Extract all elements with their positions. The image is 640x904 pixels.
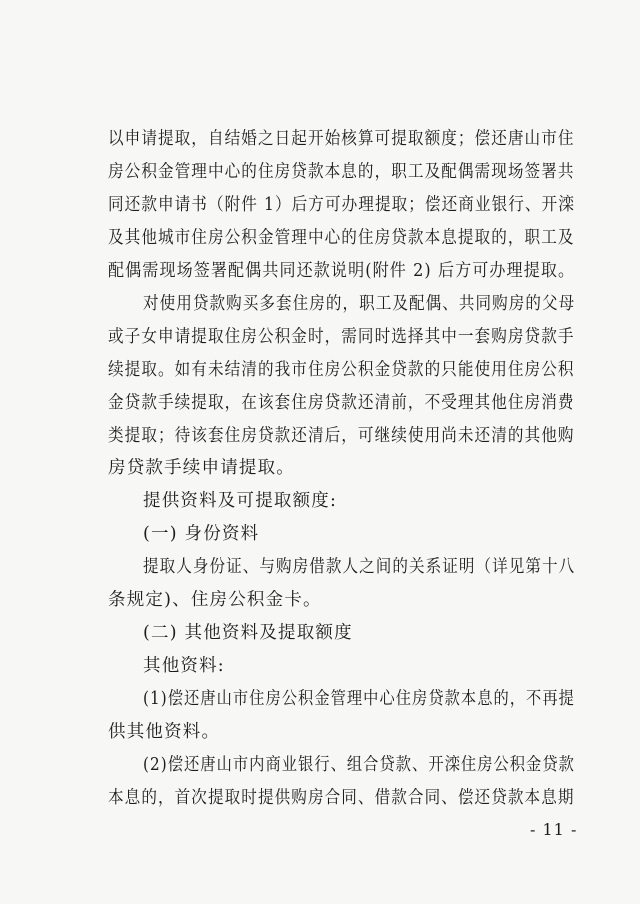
text-line: 及其他城市住房公积金管理中心的住房贷款本息提取的，职工及 [108,228,575,248]
section-heading: 提供资料及可提取额度: [143,491,338,511]
text-line: 房贷款手续申请提取。 [108,458,295,478]
text-line: 条规定)、住房公积金卡。 [108,590,322,610]
text-line: 类提取；待该套住房贷款还清后，可继续使用尚未还清的其他购 [108,426,575,446]
page-number: - 11 - [530,820,578,839]
text-line: 或子女申请提取住房公积金时，需同时选择其中一套购房贷款手 [108,327,575,347]
text-line: (2)偿还唐山市内商业银行、组合贷款、开滦住房公积金贷款 [143,755,575,775]
text-line: 金贷款手续提取，在该套住房贷款还清前，不受理其他住房消费 [108,393,575,413]
text-line: 以申请提取，自结婚之日起开始核算可提取额度；偿还唐山市住 [108,129,575,149]
subsection-heading: (二) 其他资料及提取额度 [143,623,353,643]
text-line: 其他资料: [143,656,225,676]
text-line: 配偶需现场签署配偶共同还款说明(附件 2) 后方可办理提取。 [108,261,576,281]
text-line: 对使用贷款购买多套住房的，职工及配偶、共同购房的父母 [143,294,576,314]
subsection-heading: (一) 身份资料 [143,524,260,544]
text-line: 同还款申请书（附件 1）后方可办理提取；偿还商业银行、开滦 [108,195,575,215]
text-line: 本息的，首次提取时提供购房合同、借款合同、偿还贷款本息期 [108,788,575,808]
text-line: (1)偿还唐山市住房公积金管理中心住房贷款本息的，不再提 [143,689,575,709]
text-line: 提取人身份证、与购房借款人之间的关系证明（详见第十八 [143,557,576,577]
text-line: 供其他资料。 [108,722,221,742]
text-line: 房公积金管理中心的住房贷款本息的，职工及配偶需现场签署共 [108,162,575,182]
text-line: 续提取。如有未结清的我市住房公积金贷款的只能使用住房公积 [108,360,575,380]
